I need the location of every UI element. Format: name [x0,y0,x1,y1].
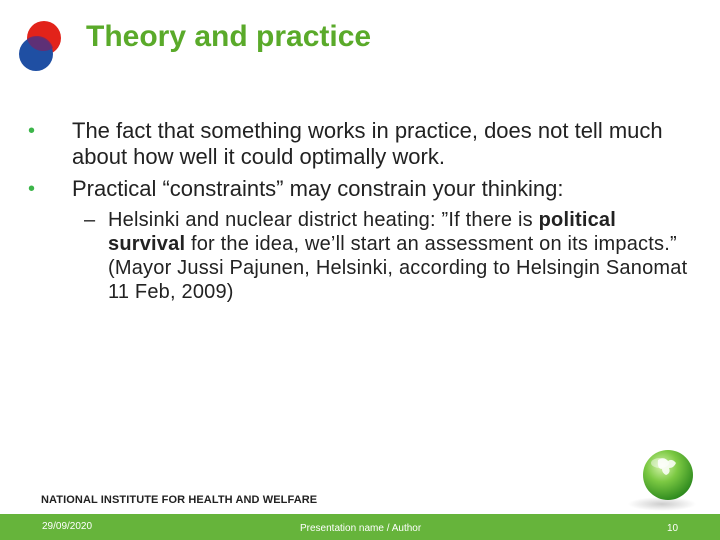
footer-presentation-name: Presentation name / Author [300,523,422,534]
slide-body [28,118,688,304]
bullet-text: Practical “constraints” may constrain your thinking: [72,176,564,201]
sub-bullet-item [28,208,688,304]
organization-name: NATIONAL INSTITUTE FOR HEALTH AND WELFARE [41,494,318,506]
sub-bullet-marker: – [84,209,96,231]
sub-bullet-text-start: Helsinki and nuclear district heating: ”If there is [108,209,539,231]
green-globe-icon [624,446,700,512]
bullet-text: The fact that something works in practice, does not tell much about how well it could optimally work. [72,118,663,169]
bullet-item [28,176,688,202]
bullet-item [28,118,688,170]
slide-title: Theory and practice [86,20,372,53]
bullet-marker: • [28,120,36,142]
footer-page-number: 10 [667,523,679,534]
sub-bullet-bold: political survival [108,209,616,255]
bullet-marker: • [28,178,36,200]
sub-bullet-text-end: for the idea, we’ll start an assessment on its impacts.” (Mayor Jussi Pajunen, Helsinki, according to Helsingin Sanomat 11 Feb, 2009) [108,233,688,303]
footer-date: 29/09/2020 [42,521,93,532]
thl-logo-icon [14,18,66,72]
footer-bar [0,514,720,540]
